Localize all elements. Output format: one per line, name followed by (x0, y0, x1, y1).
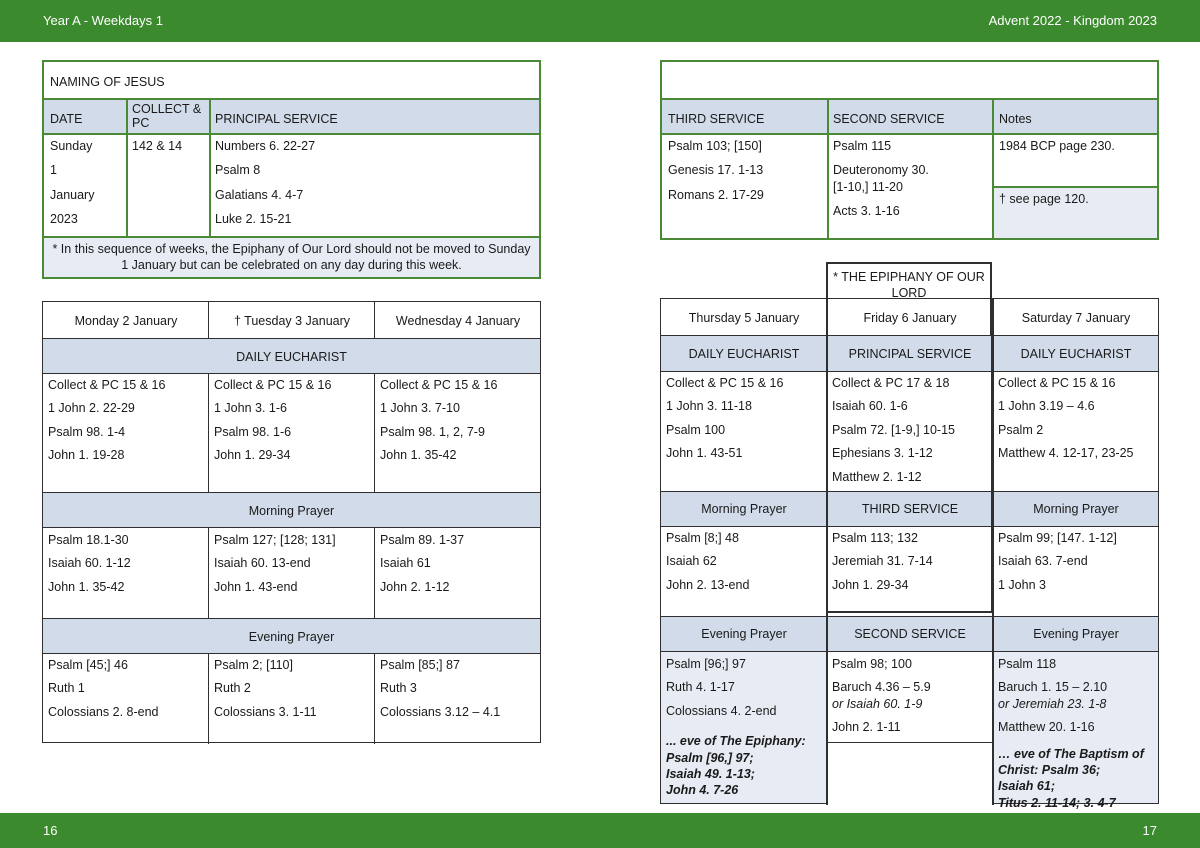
day-thursday: Thursday 5 January (688, 311, 800, 325)
naming-principal (215, 139, 315, 236)
mon-eucharist (48, 378, 165, 472)
reading: Baruch 4.36 – 5.9 (832, 680, 931, 695)
divider (374, 302, 375, 338)
day-wednesday: Wednesday 4 January (395, 314, 521, 328)
divider (208, 654, 209, 744)
reading: Psalm 72. [1-9,] 10-15 (832, 422, 955, 437)
reading: John 1. 29-34 (832, 577, 909, 592)
day-tuesday: † Tuesday 3 January (233, 314, 351, 328)
reading: 1 John 3 (998, 577, 1046, 592)
reading: Deuteronomy 30. (833, 163, 929, 178)
second-service-readings (833, 139, 929, 228)
naming-footnote: * In this sequence of weeks, the Epiphany of Our Lord should not be moved to Sunday 1 January but can be celebrated on any day during this week. (52, 242, 531, 273)
reading: John 2. 1-12 (380, 579, 450, 594)
divider (374, 528, 375, 618)
divider (827, 98, 829, 238)
thu-morning-prayer (666, 531, 749, 601)
reading: 1 John 3. 11-18 (666, 399, 752, 414)
naming-h-date: DATE (50, 112, 83, 126)
reading: Psalm 100 (666, 422, 726, 437)
reading: Ephesians 3. 1-12 (832, 446, 933, 461)
reading: or Isaiah 60. 1-9 (832, 696, 923, 711)
reading: Genesis 17. 1-13 (668, 163, 764, 178)
reading: 1 John 3. 1-6 (214, 401, 287, 416)
day-saturday: Saturday 7 January (1021, 311, 1131, 325)
tue-morning-prayer (214, 533, 336, 603)
sat-morning-label: Morning Prayer (1033, 502, 1119, 516)
reading: John 1. 19-28 (48, 448, 125, 463)
header-right: Advent 2022 - Kingdom 2023 (988, 13, 1157, 28)
reading: Collect & PC 15 & 16 (666, 376, 784, 390)
reading: Psalm 115 (833, 139, 892, 153)
divider (208, 374, 209, 492)
reading: Isaiah 61 (380, 556, 431, 571)
reading: Psalm 118 (998, 657, 1057, 671)
reading: Colossians 3.12 – 4.1 (380, 704, 501, 719)
reading: 1 John 3. 7-10 (380, 401, 460, 416)
wed-eucharist (380, 378, 497, 472)
evening-prayer-band: Evening Prayer (43, 618, 540, 654)
reading: Psalm 89. 1-37 (380, 533, 465, 547)
reading: Psalm 98. 1-4 (48, 424, 126, 439)
reading: Psalm 113; 132 (832, 531, 918, 545)
reading: Isaiah 63. 7-end (998, 554, 1088, 569)
thu-morning-label: Morning Prayer (701, 502, 787, 516)
eve-note: ... eve of The Epiphany: (666, 734, 806, 749)
divider (374, 654, 375, 744)
divider (208, 302, 209, 338)
reading: Baruch 1. 15 – 2.10 (998, 680, 1108, 695)
sat-morning-prayer (998, 531, 1117, 601)
footer-band (0, 813, 1200, 848)
note-bcp: 1984 BCP page 230. (999, 139, 1115, 153)
reading: Psalm 103; [150] (668, 139, 762, 153)
reading: Psalm [8;] 48 (666, 531, 739, 545)
sat-eucharist-label: DAILY EUCHARIST (1020, 347, 1132, 361)
right-week-table (660, 298, 1159, 810)
reading: Matthew 20. 1-16 (998, 720, 1095, 735)
reading: Matthew 2. 1-12 (832, 469, 922, 484)
tue-evening-prayer (214, 658, 317, 728)
reading: Galatians 4. 4-7 (215, 187, 304, 202)
eve-note: … eve of The Baptism of (998, 746, 1144, 761)
reading: Psalm [96;] 97 (666, 657, 746, 671)
reading: Psalm 98. 1-6 (214, 424, 292, 439)
date-line: January (50, 187, 95, 202)
naming-date (50, 139, 94, 236)
reading: John 1. 35-42 (380, 448, 457, 463)
reading: 1 John 3.19 – 4.6 (998, 399, 1095, 414)
fri-empty-area (828, 743, 992, 805)
date-line: 2023 (50, 212, 78, 227)
reading: John 2. 13-end (666, 577, 750, 592)
reading: Psalm 98; 100 (832, 657, 912, 671)
reading: John 1. 35-42 (48, 579, 125, 594)
reading: Isaiah 60. 1-6 (832, 399, 908, 414)
naming-title: NAMING OF JESUS (50, 75, 165, 89)
h-notes: Notes (999, 112, 1032, 126)
reading: Psalm 2; [110] (214, 658, 293, 672)
fri-principal (832, 376, 955, 493)
morning-prayer-band: Morning Prayer (43, 492, 540, 528)
sat-eucharist (998, 376, 1134, 470)
thu-eucharist-label: DAILY EUCHARIST (688, 347, 800, 361)
reading: Colossians 2. 8-end (48, 704, 159, 719)
naming-table (42, 60, 541, 279)
divider (209, 98, 211, 236)
reading: Ruth 2 (214, 681, 251, 696)
wed-evening-prayer (380, 658, 500, 728)
date-line: Sunday (50, 139, 93, 153)
reading: Colossians 4. 2-end (666, 703, 777, 718)
tue-eucharist (214, 378, 331, 472)
naming-right-table (660, 60, 1159, 240)
fri-second-label: SECOND SERVICE (854, 627, 966, 641)
header-left: Year A - Weekdays 1 (43, 13, 163, 28)
daily-eucharist-band: DAILY EUCHARIST (43, 338, 540, 374)
reading: Psalm 18.1-30 (48, 533, 129, 547)
sat-evening-label: Evening Prayer (1033, 627, 1119, 641)
thu-evening-label: Evening Prayer (701, 627, 787, 641)
divider (374, 374, 375, 492)
eve-note: Titus 2. 11-14; 3. 4-7 (998, 795, 1116, 810)
eve-note: Isaiah 49. 1-13; (666, 766, 755, 781)
header-band (0, 0, 1200, 42)
reading: Luke 2. 15-21 (215, 212, 292, 227)
reading: Collect & PC 15 & 16 (380, 378, 498, 392)
reading: Collect & PC 17 & 18 (832, 376, 950, 390)
reading: Psalm [85;] 87 (380, 658, 460, 672)
divider (992, 299, 994, 805)
reading: Collect & PC 15 & 16 (214, 378, 332, 392)
day-monday: Monday 2 January (74, 314, 178, 328)
reading: Romans 2. 17-29 (668, 187, 764, 202)
fri-second-service (832, 657, 931, 744)
mon-morning-prayer (48, 533, 131, 603)
reading: Psalm 8 (215, 163, 261, 178)
reading: Numbers 6. 22-27 (215, 139, 316, 153)
date-line: 1 (50, 163, 57, 178)
reading: Isaiah 62 (666, 554, 717, 569)
thu-eucharist (666, 376, 783, 470)
divider (826, 299, 828, 805)
eve-note: Isaiah 61; (998, 779, 1055, 794)
reading: Psalm 98. 1, 2, 7-9 (380, 424, 485, 439)
naming-collect: 142 & 14 (132, 139, 183, 153)
thu-evening-prayer (666, 657, 806, 800)
divider (126, 98, 128, 236)
reading: [1-10,] 11-20 (833, 179, 903, 194)
page-number-right: 17 (1142, 823, 1157, 838)
eve-note: Psalm [96,] 97; (666, 750, 754, 765)
reading: Matthew 4. 12-17, 23-25 (998, 446, 1134, 461)
reading: Ruth 4. 1-17 (666, 680, 735, 695)
reading: 1 John 2. 22-29 (48, 401, 135, 416)
naming-h-principal: PRINCIPAL SERVICE (215, 112, 338, 126)
reading: John 1. 29-34 (214, 448, 291, 463)
wed-morning-prayer (380, 533, 464, 603)
left-week-table (42, 301, 541, 743)
fri-principal-label: PRINCIPAL SERVICE (848, 347, 972, 361)
epiphany-title: * THE EPIPHANY OF OUR LORD (833, 270, 985, 301)
reading: Psalm [45;] 46 (48, 658, 128, 672)
reading: Jeremiah 31. 7-14 (832, 554, 933, 569)
fri-third-service (832, 531, 933, 601)
reading: Ruth 3 (380, 681, 417, 696)
eve-note: Christ: Psalm 36; (998, 762, 1101, 777)
fri-third-label: THIRD SERVICE (861, 502, 959, 516)
day-friday: Friday 6 January (863, 311, 957, 325)
reading: or Jeremiah 23. 1-8 (998, 696, 1107, 711)
reading: Psalm 99; [147. 1-12] (998, 531, 1117, 545)
reading: Isaiah 60. 13-end (214, 556, 311, 571)
note-see-page: † see page 120. (999, 192, 1089, 206)
reading: John 1. 43-51 (666, 446, 743, 461)
divider (208, 528, 209, 618)
reading: Acts 3. 1-16 (833, 204, 900, 219)
reading: John 1. 43-end (214, 579, 298, 594)
reading: Colossians 3. 1-11 (214, 704, 317, 719)
third-service-readings (668, 139, 764, 211)
reading: Collect & PC 15 & 16 (998, 376, 1116, 390)
page-number-left: 16 (43, 823, 58, 838)
reading: Psalm 2 (998, 422, 1044, 437)
reading: Psalm 127; [128; 131] (214, 533, 336, 547)
reading: Ruth 1 (48, 681, 85, 696)
reading: Collect & PC 15 & 16 (48, 378, 166, 392)
mon-evening-prayer (48, 658, 158, 728)
reading: John 2. 1-11 (832, 720, 901, 735)
h-second-service: SECOND SERVICE (833, 112, 945, 126)
eve-note: John 4. 7-26 (666, 783, 739, 798)
naming-h-collect: COLLECT & PC (132, 102, 202, 131)
sat-evening-prayer (998, 657, 1144, 812)
h-third-service: THIRD SERVICE (668, 112, 765, 126)
reading: Isaiah 60. 1-12 (48, 556, 131, 571)
